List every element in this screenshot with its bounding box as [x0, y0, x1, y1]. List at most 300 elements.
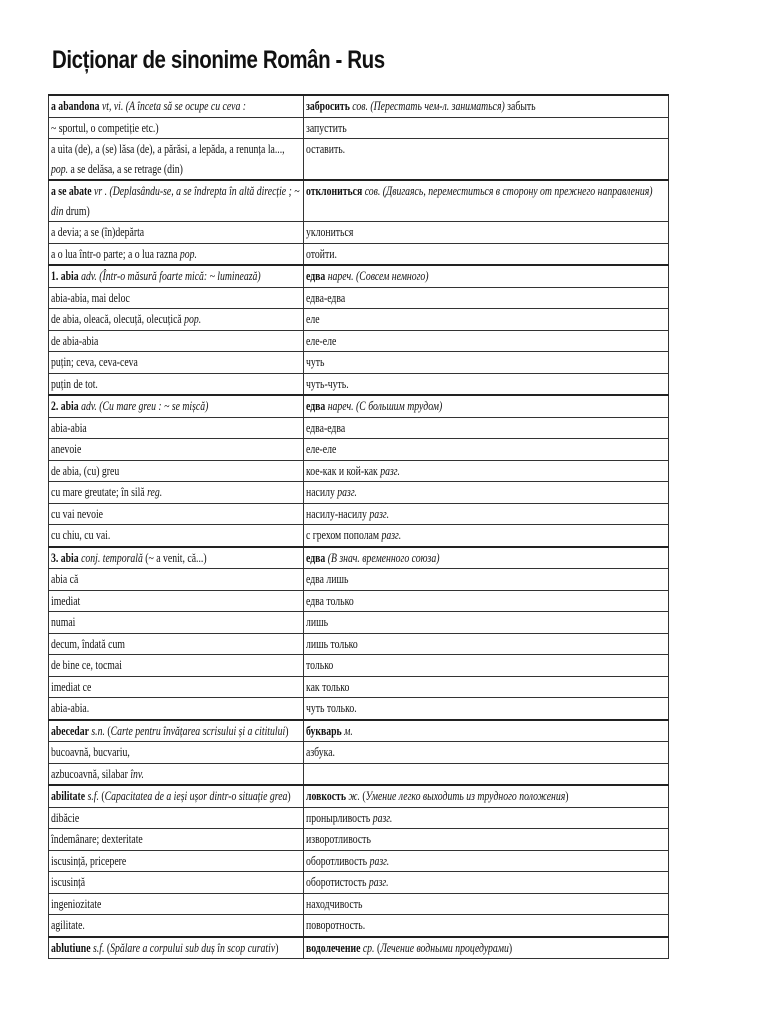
- ro-cell-text: [51, 698, 301, 719]
- ru-note: разг.: [369, 506, 390, 521]
- ro-text: a se delăsa, a se retrage (din): [68, 162, 183, 176]
- ru-text: лишь: [306, 615, 329, 629]
- ru-note: Умение легко выходить из трудного положения: [365, 789, 566, 803]
- ru-text: (: [374, 940, 381, 955]
- ro-headword: abilitate: [51, 789, 86, 803]
- romanian-cell: [49, 95, 304, 117]
- romanian-cell: [49, 872, 304, 894]
- entry-head-row: [49, 95, 669, 117]
- ro-text: a devia; a se (în)depărta: [51, 225, 145, 239]
- entry-head-row: [49, 937, 669, 959]
- synonym-row: [49, 590, 669, 612]
- ru-note: (В знач. временного союза): [325, 550, 440, 565]
- ru-headword: едва: [306, 399, 326, 413]
- ro-cell-text: [51, 548, 301, 569]
- ro-note: reg.: [147, 485, 163, 499]
- ro-text: agilitate.: [51, 918, 85, 932]
- russian-cell: [304, 720, 669, 742]
- ru-headword: водолечение: [306, 940, 361, 955]
- ro-cell-text: [51, 851, 301, 872]
- romanian-cell: [49, 763, 304, 785]
- romanian-cell: [49, 569, 304, 591]
- ro-cell-text: [51, 396, 301, 417]
- ru-cell-text: [306, 418, 665, 439]
- ro-note: pop.: [179, 246, 197, 261]
- ru-text: лишь только: [306, 636, 358, 651]
- ro-cell-text: [51, 655, 301, 676]
- romanian-cell: [49, 482, 304, 504]
- ro-cell-text: [51, 439, 301, 460]
- ro-text: (: [104, 940, 111, 955]
- russian-cell: [304, 590, 669, 612]
- romanian-cell: [49, 807, 304, 829]
- russian-cell: [304, 117, 669, 139]
- ro-note: pop.: [51, 162, 69, 176]
- synonym-row: [49, 287, 669, 309]
- ru-headword: едва: [306, 269, 326, 283]
- ru-headword: едва: [306, 550, 326, 565]
- ro-headword: 1. abia: [51, 269, 79, 283]
- russian-cell: [304, 676, 669, 698]
- ro-text: cu chiu, cu vai.: [51, 528, 111, 542]
- romanian-cell: [49, 525, 304, 547]
- ro-note: adv. (Cu mare greu : ~ se mișcă): [78, 399, 209, 413]
- ro-cell-text: [51, 181, 301, 221]
- ru-cell-text: [306, 352, 665, 373]
- ro-cell-text: [51, 139, 301, 179]
- ro-text: puțin de tot.: [51, 376, 98, 391]
- ro-cell-text: [51, 677, 301, 698]
- ro-cell-text: [51, 418, 301, 439]
- ro-text: abia că: [51, 572, 79, 586]
- ro-text: abia-abia: [51, 420, 87, 435]
- ro-text: (: [98, 789, 105, 803]
- ro-cell-text: [51, 569, 301, 590]
- ro-cell-text: [51, 591, 301, 612]
- ro-cell-text: [51, 742, 301, 763]
- ru-cell-text: [306, 118, 665, 139]
- ru-cell-text: [306, 894, 665, 915]
- ru-text: ): [565, 789, 569, 803]
- ro-note: Spălare a corpului sub duș în scop curativ: [110, 940, 276, 955]
- ro-text: a o lua într-o parte; a o lua razna: [51, 246, 180, 261]
- ro-cell-text: [51, 374, 301, 395]
- ro-text: imediat ce: [51, 679, 92, 694]
- ru-note: ср.: [360, 940, 375, 955]
- ru-text: едва-едва: [306, 420, 346, 435]
- synonym-row: [49, 569, 669, 591]
- ru-text: чуть только.: [306, 701, 357, 715]
- ro-text: imediat: [51, 593, 81, 608]
- ro-cell-text: [51, 222, 301, 243]
- ru-note: нареч. (С большим трудом): [325, 399, 443, 413]
- ro-text: numai: [51, 615, 76, 629]
- ru-cell-text: [306, 938, 665, 959]
- russian-cell: [304, 460, 669, 482]
- ru-note: разг.: [372, 810, 393, 825]
- ro-note: adv. (Într-o măsură foarte mică: ~ luminează): [78, 269, 261, 283]
- romanian-cell: [49, 785, 304, 807]
- ru-note: разг.: [381, 528, 402, 542]
- russian-cell: [304, 655, 669, 677]
- ro-text: de abia, (cu) greu: [51, 463, 120, 478]
- romanian-cell: [49, 117, 304, 139]
- ru-cell-text: [306, 786, 665, 807]
- ru-cell-text: [306, 634, 665, 655]
- ru-note: разг.: [369, 853, 390, 868]
- ru-note: разг.: [368, 875, 389, 889]
- ru-cell-text: [306, 655, 665, 676]
- entry-head-row: [49, 547, 669, 569]
- ru-text: (: [359, 789, 366, 803]
- ro-text: ): [285, 723, 289, 738]
- romanian-cell: [49, 698, 304, 720]
- entry-head-row: [49, 180, 669, 222]
- ro-cell-text: [51, 288, 301, 309]
- ru-text: изворотливость: [306, 832, 371, 846]
- ru-note: разг.: [380, 463, 400, 478]
- russian-cell: [304, 763, 669, 785]
- romanian-cell: [49, 439, 304, 461]
- synonym-row: [49, 482, 669, 504]
- romanian-cell: [49, 850, 304, 872]
- ru-cell-text: [306, 742, 665, 763]
- ro-cell-text: [51, 331, 301, 352]
- ro-note: s.f.: [90, 940, 105, 955]
- ru-cell-text: [306, 548, 665, 569]
- ro-headword: 3. abia: [51, 550, 79, 565]
- ru-text: уклониться: [306, 225, 354, 239]
- romanian-cell: [49, 676, 304, 698]
- ru-cell-text: [306, 181, 665, 201]
- romanian-cell: [49, 309, 304, 331]
- ro-cell-text: [51, 352, 301, 373]
- ro-text: ): [287, 789, 291, 803]
- ru-note: нареч. (Совсем немного): [325, 269, 429, 283]
- ro-headword: a se abate: [51, 184, 92, 198]
- ro-cell-text: [51, 309, 301, 330]
- ro-cell-text: [51, 525, 301, 546]
- ro-text: de abia, oleacă, olecuță, olecuțică: [51, 312, 185, 326]
- ru-text: забыть: [504, 99, 536, 113]
- ru-text: отойти.: [306, 246, 337, 261]
- ru-cell-text: [306, 374, 665, 395]
- russian-cell: [304, 95, 669, 117]
- ro-text: ~ sportul, o competiție etc.): [51, 120, 159, 135]
- ru-text: только: [306, 658, 334, 672]
- ru-cell-text: [306, 244, 665, 265]
- ru-text: оборотливость: [306, 853, 370, 868]
- ru-text: чуть: [306, 355, 325, 369]
- romanian-cell: [49, 180, 304, 222]
- russian-cell: [304, 893, 669, 915]
- ru-text: едва лишь: [306, 572, 349, 586]
- ro-note: pop.: [184, 312, 202, 326]
- page-title: Dicționar de sinonime Român - Rus: [52, 46, 385, 74]
- russian-cell: [304, 612, 669, 634]
- ru-text: ): [508, 940, 513, 955]
- ru-text: как только: [306, 679, 350, 694]
- ru-text: азбука.: [306, 745, 336, 759]
- romanian-cell: [49, 655, 304, 677]
- ro-note: s.n.: [88, 723, 105, 738]
- synonym-row: [49, 850, 669, 872]
- ru-text: чуть-чуть.: [306, 376, 349, 391]
- ru-text: поворотность.: [306, 918, 366, 932]
- synonym-row: [49, 829, 669, 851]
- ro-cell-text: [51, 829, 301, 850]
- russian-cell: [304, 503, 669, 525]
- romanian-cell: [49, 633, 304, 655]
- ro-note: Capacitatea de a ieși ușor dintr-o situație grea: [104, 789, 288, 803]
- ro-text: (~ a venit, că...): [142, 550, 207, 565]
- ru-headword: букварь: [306, 723, 342, 738]
- russian-cell: [304, 525, 669, 547]
- ru-cell-text: [306, 525, 665, 546]
- romanian-cell: [49, 460, 304, 482]
- russian-cell: [304, 807, 669, 829]
- ro-text: anevoie: [51, 442, 82, 456]
- ru-cell-text: [306, 482, 665, 503]
- ru-text: пронырливость: [306, 810, 373, 825]
- ru-text: еле: [306, 312, 320, 326]
- synonym-row: [49, 763, 669, 785]
- ru-text: находчивость: [306, 896, 363, 911]
- ro-text: drum): [63, 204, 90, 218]
- russian-cell: [304, 222, 669, 244]
- ru-note: ж.: [346, 789, 360, 803]
- russian-cell: [304, 439, 669, 461]
- ro-text: puțin; ceva, ceva-ceva: [51, 355, 138, 369]
- ro-note: conj. temporală: [78, 550, 143, 565]
- romanian-cell: [49, 265, 304, 287]
- synonym-row: [49, 352, 669, 374]
- ro-note: vt, vi. (A înceta să se ocupe cu ceva :: [99, 99, 247, 113]
- dictionary-table: [48, 94, 669, 959]
- romanian-cell: [49, 742, 304, 764]
- ru-cell-text: [306, 851, 665, 872]
- synonym-row: [49, 915, 669, 937]
- ro-headword: a abandona: [51, 99, 100, 113]
- romanian-cell: [49, 503, 304, 525]
- ru-cell-text: [306, 331, 665, 352]
- ru-text: еле-еле: [306, 333, 337, 348]
- russian-cell: [304, 872, 669, 894]
- ru-cell-text: [306, 915, 665, 936]
- ru-text: оборотистость: [306, 875, 369, 889]
- russian-cell: [304, 937, 669, 959]
- ro-text: azbucoavnă, silabar: [51, 766, 131, 781]
- ru-cell-text: [306, 439, 665, 460]
- ro-text: a uita (de), a (se) lăsa (de), a părăsi, a lepăda, a renunța la...,: [51, 142, 285, 156]
- russian-cell: [304, 287, 669, 309]
- russian-cell: [304, 395, 669, 417]
- ro-text: de bine ce, tocmai: [51, 658, 122, 672]
- ru-cell-text: [306, 222, 665, 243]
- ro-text: decum, îndată cum: [51, 636, 125, 651]
- dictionary-body: [49, 95, 669, 959]
- ro-text: ingeniozitate: [51, 896, 102, 911]
- romanian-cell: [49, 287, 304, 309]
- russian-cell: [304, 698, 669, 720]
- ru-cell-text: [306, 569, 665, 590]
- synonym-row: [49, 139, 669, 181]
- ru-cell-text: [306, 808, 665, 829]
- russian-cell: [304, 139, 669, 181]
- russian-cell: [304, 829, 669, 851]
- ro-text: de abia-abia: [51, 333, 99, 348]
- synonym-row: [49, 633, 669, 655]
- ro-text: ): [275, 940, 279, 955]
- russian-cell: [304, 742, 669, 764]
- ro-cell-text: [51, 721, 301, 742]
- ro-text: abia-abia, mai deloc: [51, 290, 130, 305]
- synonym-row: [49, 460, 669, 482]
- ru-note: сов. (Двигаясь, переместиться в сторону от прежнего направления): [362, 184, 653, 198]
- entry-head-row: [49, 720, 669, 742]
- ro-text: dibăcie: [51, 810, 80, 825]
- ro-cell-text: [51, 764, 301, 785]
- synonym-row: [49, 373, 669, 395]
- ru-cell-text: [306, 288, 665, 309]
- synonym-row: [49, 742, 669, 764]
- synonym-row: [49, 525, 669, 547]
- romanian-cell: [49, 139, 304, 181]
- russian-cell: [304, 482, 669, 504]
- romanian-cell: [49, 829, 304, 851]
- ru-note: разг.: [337, 485, 357, 499]
- ru-cell-text: [306, 396, 665, 417]
- ru-cell-text: [306, 139, 665, 159]
- russian-cell: [304, 569, 669, 591]
- ru-cell-text: [306, 829, 665, 850]
- russian-cell: [304, 785, 669, 807]
- entry-head-row: [49, 785, 669, 807]
- russian-cell: [304, 352, 669, 374]
- russian-cell: [304, 417, 669, 439]
- ru-cell-text: [306, 612, 665, 633]
- ro-cell-text: [51, 96, 301, 117]
- ro-cell-text: [51, 461, 301, 482]
- ru-cell-text: [306, 677, 665, 698]
- synonym-row: [49, 439, 669, 461]
- ru-cell-text: [306, 872, 665, 893]
- ro-text: iscusință: [51, 875, 86, 889]
- ro-cell-text: [51, 266, 301, 287]
- synonym-row: [49, 676, 669, 698]
- ru-text: с грехом пополам: [306, 528, 382, 542]
- romanian-cell: [49, 243, 304, 265]
- romanian-cell: [49, 590, 304, 612]
- russian-cell: [304, 547, 669, 569]
- ru-headword: забросить: [306, 99, 350, 113]
- ru-cell-text: [306, 698, 665, 719]
- ru-cell-text: [306, 721, 665, 742]
- romanian-cell: [49, 893, 304, 915]
- synonym-row: [49, 893, 669, 915]
- russian-cell: [304, 180, 669, 222]
- ru-text: кое-как и кой-как: [306, 463, 381, 478]
- russian-cell: [304, 850, 669, 872]
- ro-text: cu mare greutate; în silă: [51, 485, 148, 499]
- ru-note: м.: [341, 723, 353, 738]
- romanian-cell: [49, 373, 304, 395]
- ro-text: îndemânare; dexteritate: [51, 832, 143, 846]
- synonym-row: [49, 117, 669, 139]
- ro-cell-text: [51, 872, 301, 893]
- synonym-row: [49, 222, 669, 244]
- ro-text: iscusință, pricepere: [51, 853, 127, 868]
- ro-cell-text: [51, 894, 301, 915]
- romanian-cell: [49, 417, 304, 439]
- ru-cell-text: [306, 96, 665, 117]
- ro-cell-text: [51, 118, 301, 139]
- ro-cell-text: [51, 504, 301, 525]
- ru-headword: отклониться: [306, 184, 363, 198]
- ro-cell-text: [51, 915, 301, 936]
- ro-note: s.f.: [85, 789, 99, 803]
- ro-cell-text: [51, 786, 301, 807]
- synonym-row: [49, 612, 669, 634]
- ru-headword: ловкость: [306, 789, 347, 803]
- russian-cell: [304, 373, 669, 395]
- russian-cell: [304, 915, 669, 937]
- russian-cell: [304, 265, 669, 287]
- ro-headword: ablutiune: [51, 940, 91, 955]
- synonym-row: [49, 243, 669, 265]
- romanian-cell: [49, 352, 304, 374]
- ro-cell-text: [51, 482, 301, 503]
- ru-text: оставить.: [306, 142, 346, 156]
- romanian-cell: [49, 720, 304, 742]
- entry-head-row: [49, 395, 669, 417]
- ro-cell-text: [51, 612, 301, 633]
- ro-cell-text: [51, 938, 301, 959]
- ro-note: Carte pentru învățarea scrisului și a cititului: [110, 723, 286, 738]
- ro-note: vr . (Deplasându-se, a se îndrepta în altă direcție ; ~ din: [51, 184, 300, 218]
- ru-cell-text: [306, 309, 665, 330]
- ro-note: înv.: [130, 766, 144, 781]
- synonym-row: [49, 655, 669, 677]
- ro-text: cu vai nevoie: [51, 506, 103, 521]
- ru-cell-text: [306, 266, 665, 287]
- ru-text: еле-еле: [306, 442, 337, 456]
- synonym-row: [49, 330, 669, 352]
- ro-headword: abecedar: [51, 723, 89, 738]
- synonym-row: [49, 503, 669, 525]
- russian-cell: [304, 633, 669, 655]
- romanian-cell: [49, 547, 304, 569]
- romanian-cell: [49, 915, 304, 937]
- synonym-row: [49, 309, 669, 331]
- russian-cell: [304, 309, 669, 331]
- ro-text: (: [104, 723, 111, 738]
- ro-cell-text: [51, 244, 301, 265]
- entry-head-row: [49, 265, 669, 287]
- synonym-row: [49, 417, 669, 439]
- romanian-cell: [49, 330, 304, 352]
- ru-text: насилу-насилу: [306, 506, 370, 521]
- romanian-cell: [49, 937, 304, 959]
- romanian-cell: [49, 612, 304, 634]
- ro-cell-text: [51, 634, 301, 655]
- russian-cell: [304, 243, 669, 265]
- synonym-row: [49, 698, 669, 720]
- russian-cell: [304, 330, 669, 352]
- ru-cell-text: [306, 591, 665, 612]
- romanian-cell: [49, 222, 304, 244]
- ru-cell-text: [306, 504, 665, 525]
